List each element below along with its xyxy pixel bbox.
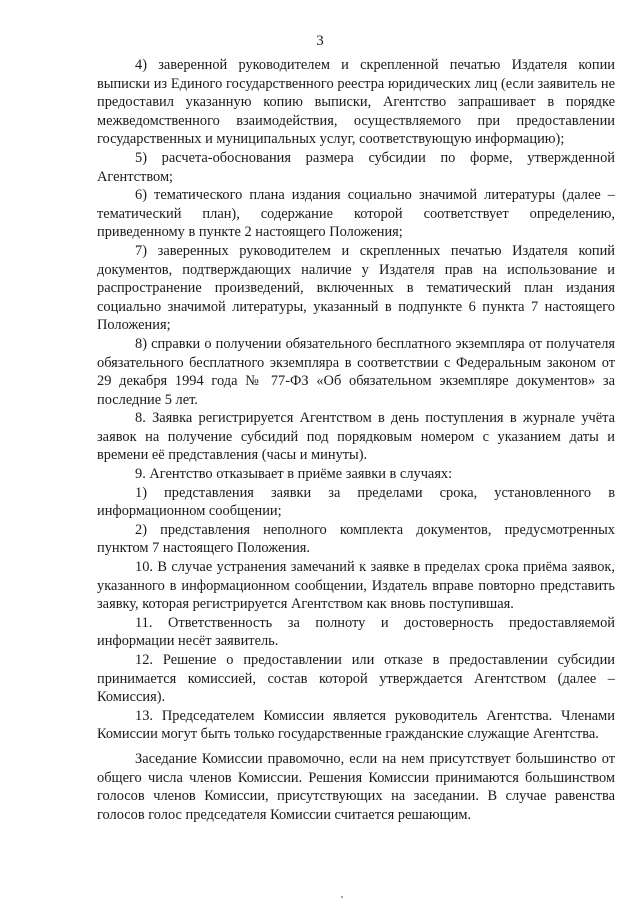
paragraph-clause-8-registration: 8. Заявка регистрируется Агентством в день поступления в журнале учёта заявок на получение субсидий под порядковым номером с указанием даты и времени её представления (часы и минуты). bbox=[97, 410, 615, 464]
paragraph-commission-quorum: Заседание Комиссии правомочно, если на нем присутствует большинство от общего числа членов Комиссии. Решения Комиссии принимаются большинством голосов членов Комиссии, присутствующих на заседании. В случае равенства голосов голос председателя Комиссии считается решающим. bbox=[97, 750, 615, 823]
page-number: 3 bbox=[316, 33, 324, 49]
paragraph-refusal-case-2: 2) представления неполного комплекта документов, предусмотренных пунктом 7 настоящего Положения. bbox=[97, 521, 615, 557]
paragraph-item-7-rights-documents: 7) заверенных руководителем и скрепленных печатью Издателя копий документов, подтверждающих наличие у Издателя прав на использование и распространение произведений, включенных в тематический план издания социально значимой литературы, указанный в подпункте 6 пункта 7 настоящего Положения; bbox=[97, 242, 615, 334]
paragraph-item-5-calculation: 5) расчета-обоснования размера субсидии по форме, утвержденной Агентством; bbox=[97, 149, 615, 185]
paragraph-clause-10-resubmission: 10. В случае устранения замечаний к заявке в пределах срока приёма заявок, указанного в информационном сообщении, Издатель вправе повторно представить заявку, которая регистрируется Агентством как вновь поступившая. bbox=[97, 559, 615, 613]
paragraph-clause-9-refusal: 9. Агентство отказывает в приёме заявки в случаях: bbox=[135, 466, 453, 483]
paragraph-clause-13-chairman: 13. Председателем Комиссии является руководитель Агентства. Членами Комиссии могут быть только государственные гражданские служащие Агентства. bbox=[97, 707, 615, 743]
paragraph-clause-11-responsibility: 11. Ответственность за полноту и достоверность предоставляемой информации несёт заявитель. bbox=[97, 614, 615, 650]
document-body bbox=[97, 56, 615, 824]
paragraph-item-8-free-copy-certificate: 8) справки о получении обязательного бесплатного экземпляра от получателя обязательного бесплатного экземпляра в соответствии с Федеральным законом от 29 декабря 1994 года № 77-ФЗ «Об обязательном экземпляре документов» за последние 5 лет. bbox=[97, 335, 615, 408]
paragraph-clause-12-decision: 12. Решение о предоставлении или отказе в предоставлении субсидии принимается комиссией, состав которой утверждается Агентством (далее – Комиссия). bbox=[97, 652, 615, 706]
paragraph-refusal-case-1: 1) представления заявки за пределами срока, установленного в информационном сообщении; bbox=[97, 484, 615, 520]
paragraph-item-6-thematic-plan: 6) тематического плана издания социально значимой литературы (далее – тематический план), содержание которой соответствует определению, приведенному в пункте 2 настоящего Положения; bbox=[97, 187, 615, 241]
scan-dot bbox=[341, 896, 343, 898]
paragraph-item-4-extract: 4) заверенной руководителем и скрепленной печатью Издателя копии выписки из Единого государственного реестра юридических лиц (если заявитель не предоставил указанную копию выписки, Агентство запрашивает в порядке межведомственного взаимодействия, осуществляемого при предоставлении государственных и муниципальных услуг, соответствующую информацию); bbox=[97, 57, 615, 148]
